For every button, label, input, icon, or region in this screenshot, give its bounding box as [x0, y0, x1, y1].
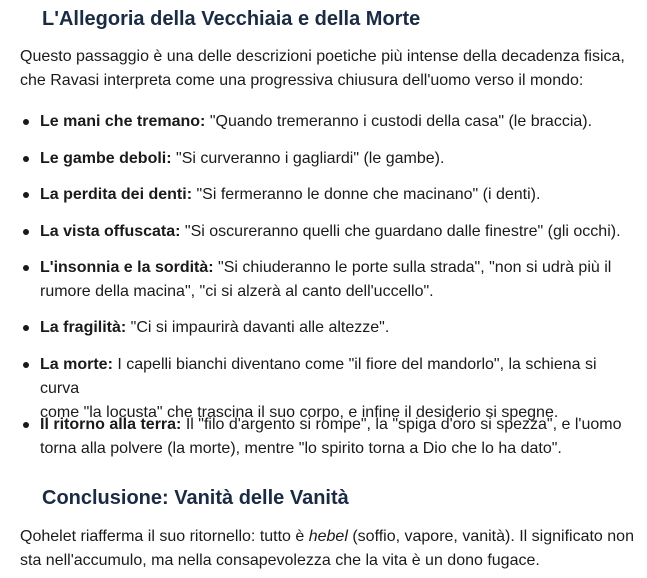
- item-text: "Quando tremeranno i custodi della casa" (le braccia).: [205, 113, 593, 130]
- list-item-ritorno: [40, 413, 640, 461]
- intro-line-1: Questo passaggio è una delle descrizioni poetiche più intense della decadenza fisica,: [20, 48, 625, 65]
- item-label: La perdita dei denti:: [40, 186, 193, 203]
- item-text-cont: torna alla polvere (la morte), mentre "lo spirito torna a Dio che lo ha dato".: [40, 440, 562, 457]
- item-label: L'insonnia e la sordità:: [40, 259, 214, 276]
- intro-line-2: che Ravasi interpreta come una progressiva chiusura dell'uomo verso il mondo:: [20, 72, 584, 89]
- conclusion-paragraph: [20, 525, 640, 573]
- item-label: La morte:: [40, 356, 113, 373]
- intro-paragraph: [20, 45, 635, 93]
- item-label: La vista offuscata:: [40, 223, 181, 240]
- list-item-fragilita: [40, 316, 640, 340]
- list-item-denti: [40, 183, 640, 207]
- item-text-cont: rumore della macina", "ci si alzerà al canto dell'uccello".: [40, 283, 434, 300]
- concl-hebel: hebel: [308, 528, 348, 545]
- item-label: Le mani che tremano:: [40, 113, 206, 130]
- list-item-vista: [40, 220, 640, 244]
- item-label: Il ritorno alla terra:: [40, 416, 182, 433]
- item-label: Le gambe deboli:: [40, 150, 172, 167]
- item-text: "Si curveranno i gagliardi" (le gambe).: [171, 150, 445, 167]
- item-text: I capelli bianchi diventano come "il fiore del mandorlo", la schiena si curva: [40, 356, 597, 397]
- list-item-insonnia: [40, 256, 640, 304]
- item-text: "Si oscureranno quelli che guardano dalle finestre" (gli occhi).: [180, 223, 621, 240]
- item-text: "Si fermeranno le donne che macinano" (i denti).: [192, 186, 541, 203]
- item-label: La fragilità:: [40, 319, 127, 336]
- concl-line-2: sta nell'accumulo, ma nella consapevolezza che la vita è un dono fugace.: [20, 552, 540, 569]
- list-item-gambe: [40, 147, 640, 171]
- item-text: "Si chiuderanno le porte sulla strada", "non si udrà più il: [213, 259, 612, 276]
- concl-line-1-before: Qohelet riafferma il suo ritornello: tutto è: [20, 528, 309, 545]
- item-text: Il "filo d'argento si rompe", la "spiga d'oro si spezza", e l'uomo: [181, 416, 622, 433]
- list-item-mani: [40, 110, 640, 134]
- concl-line-1-after: (soffio, vapore, vanità). Il significato non: [347, 528, 634, 545]
- section-heading-conclusione: Conclusione: Vanità delle Vanità: [42, 487, 349, 509]
- item-text: "Ci si impaurirà davanti alle altezze".: [126, 319, 390, 336]
- section-heading-allegoria: L'Allegoria della Vecchiaia e della Morte: [42, 8, 421, 30]
- item-text-cont: come "la locusta" che trascina il suo corpo, e infine il desiderio si spegne.: [40, 404, 559, 421]
